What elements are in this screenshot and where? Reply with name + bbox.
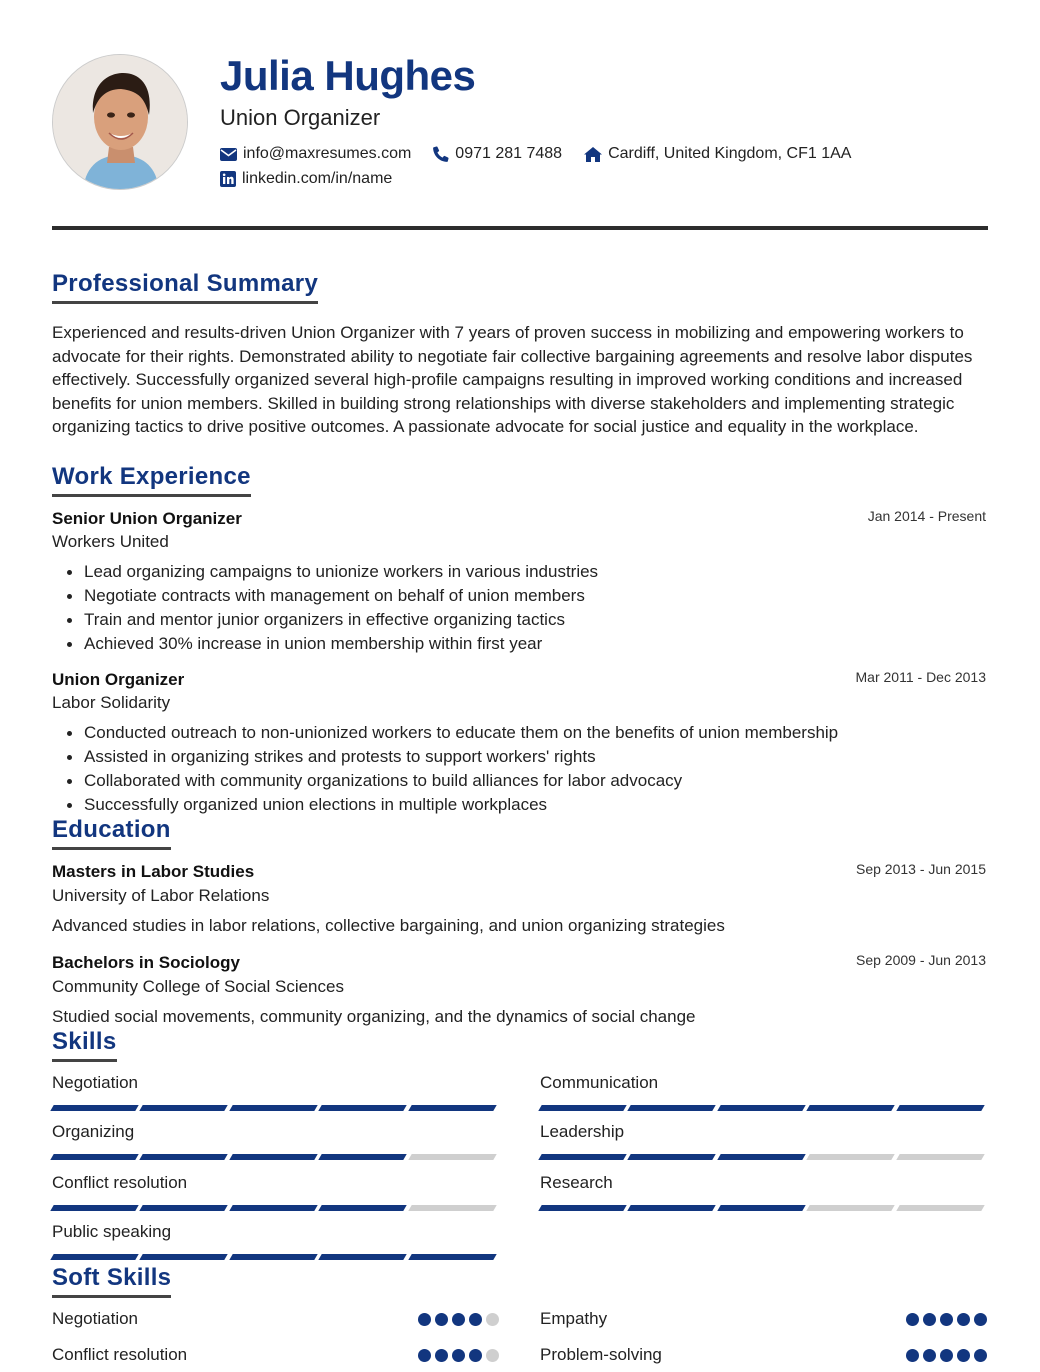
- rating-dot-filled: [906, 1349, 919, 1362]
- soft-skill-rating: [414, 1313, 499, 1326]
- skill-segment-empty: [806, 1154, 895, 1160]
- skill-segment-filled: [50, 1205, 139, 1211]
- contact-linkedin[interactable]: [220, 170, 392, 188]
- job-bullet: Collaborated with community organizations to build alliances for labor advocacy: [64, 769, 838, 793]
- skill-item: [540, 1173, 987, 1211]
- job-company: Workers United: [52, 532, 169, 551]
- job-bullets: [64, 560, 598, 656]
- rating-dot-empty: [486, 1313, 499, 1326]
- skill-segment-filled: [538, 1105, 627, 1111]
- skill-item: [52, 1173, 499, 1211]
- skill-segment-filled: [806, 1105, 895, 1111]
- soft-skill-name: Negotiation: [52, 1309, 139, 1328]
- rating-dot-filled: [469, 1313, 482, 1326]
- candidate-role: Union Organizer: [220, 105, 381, 130]
- school-name: Community College of Social Sciences: [52, 977, 344, 996]
- envelope-icon: [220, 148, 237, 161]
- skill-segment-filled: [717, 1105, 806, 1111]
- rating-dot-filled: [452, 1349, 465, 1362]
- skill-bar: [540, 1105, 987, 1111]
- rating-dot-filled: [923, 1349, 936, 1362]
- skill-bar: [52, 1205, 499, 1211]
- linkedin-text: linkedin.com/in/name: [242, 170, 393, 187]
- skill-item: [52, 1222, 499, 1260]
- profile-photo: [52, 54, 188, 190]
- contact-phone[interactable]: [433, 145, 562, 163]
- job-title: Senior Union Organizer: [52, 509, 242, 528]
- linkedin-icon: [220, 171, 236, 187]
- job-bullet: Train and mentor junior organizers in effective organizing tactics: [64, 608, 598, 632]
- skill-segment-empty: [896, 1205, 985, 1211]
- skill-segment-filled: [318, 1105, 407, 1111]
- skill-segment-filled: [538, 1205, 627, 1211]
- job-bullet: Achieved 30% increase in union membership within first year: [64, 632, 598, 656]
- skill-segment-empty: [408, 1154, 497, 1160]
- section-title-soft-skills: Soft Skills: [52, 1264, 171, 1298]
- skill-bar: [540, 1205, 987, 1211]
- location-text: Cardiff, United Kingdom, CF1 1AA: [608, 145, 852, 162]
- rating-dot-filled: [469, 1349, 482, 1362]
- home-icon: [584, 147, 602, 162]
- skill-item: [52, 1122, 499, 1160]
- job-bullet: Assisted in organizing strikes and protests to support workers' rights: [64, 745, 838, 769]
- rating-dot-filled: [906, 1313, 919, 1326]
- skill-segment-filled: [318, 1254, 407, 1260]
- soft-skill-item: [540, 1345, 987, 1365]
- skill-name: Public speaking: [52, 1222, 172, 1241]
- contact-location: [584, 145, 851, 163]
- rating-dot-filled: [435, 1313, 448, 1326]
- skill-segment-filled: [229, 1205, 318, 1211]
- degree-title: Masters in Labor Studies: [52, 862, 255, 881]
- job-bullet: Successfully organized union elections in multiple workplaces: [64, 793, 838, 817]
- skill-segment-filled: [50, 1254, 139, 1260]
- skill-name: Communication: [540, 1073, 659, 1092]
- rating-dot-filled: [974, 1349, 987, 1362]
- skill-name: Research: [540, 1173, 613, 1192]
- skill-segment-filled: [318, 1205, 407, 1211]
- skill-segment-empty: [896, 1154, 985, 1160]
- skill-segment-filled: [229, 1254, 318, 1260]
- rating-dot-filled: [418, 1349, 431, 1362]
- soft-skill-item: [540, 1309, 987, 1329]
- skill-bar: [52, 1105, 499, 1111]
- contact-email[interactable]: [220, 145, 411, 163]
- skill-segment-empty: [806, 1205, 895, 1211]
- rating-dot-filled: [940, 1313, 953, 1326]
- skill-bar: [52, 1254, 499, 1260]
- skill-segment-empty: [408, 1205, 497, 1211]
- skill-segment-filled: [628, 1205, 717, 1211]
- rating-dot-filled: [452, 1313, 465, 1326]
- skill-name: Leadership: [540, 1122, 625, 1141]
- contact-row-secondary: [220, 170, 414, 188]
- rating-dot-filled: [974, 1313, 987, 1326]
- summary-text: Experienced and results-driven Union Organizer with 7 years of proven success in mobilizing and empowering workers to advocate for their rights. Demonstrated ability to negotiate fair collective bargaining agreements and resolve labor disputes effectively. Successfully organized several high-profile campaigns resulting in improved working conditions and increased benefits for union members. Skilled in building strong relationships with diverse stakeholders and implementing strategic organizing tactics to drive positive outcomes. A passionate advocate for social justice and equality in the workplace.: [52, 323, 973, 437]
- skill-bar: [52, 1154, 499, 1160]
- candidate-name: Julia Hughes: [220, 52, 476, 99]
- section-title-summary: Professional Summary: [52, 270, 318, 304]
- soft-skill-item: [52, 1309, 499, 1329]
- section-title-skills: Skills: [52, 1028, 117, 1062]
- email-text: info@maxresumes.com: [243, 145, 412, 162]
- soft-skill-name: Empathy: [540, 1309, 608, 1328]
- header-divider: [52, 226, 988, 230]
- skill-segment-filled: [229, 1105, 318, 1111]
- skill-segment-filled: [717, 1154, 806, 1160]
- job-bullet: Negotiate contracts with management on behalf of union members: [64, 584, 598, 608]
- job-bullet: Lead organizing campaigns to unionize workers in various industries: [64, 560, 598, 584]
- soft-skill-name: Conflict resolution: [52, 1345, 188, 1364]
- soft-skill-rating: [902, 1313, 987, 1326]
- degree-description: Advanced studies in labor relations, collective bargaining, and union organizing strategies: [52, 916, 725, 935]
- rating-dot-filled: [418, 1313, 431, 1326]
- contact-row-primary: [220, 145, 873, 163]
- job-bullets: [64, 721, 838, 817]
- degree-dates: Sep 2013 - Jun 2015: [856, 861, 986, 877]
- skill-segment-filled: [50, 1154, 139, 1160]
- skill-segment-filled: [50, 1105, 139, 1111]
- resume-page: [52, 0, 988, 1372]
- rating-dot-filled: [957, 1349, 970, 1362]
- degree-dates: Sep 2009 - Jun 2013: [856, 952, 986, 968]
- skill-segment-filled: [628, 1105, 717, 1111]
- soft-skill-rating: [414, 1349, 499, 1362]
- skill-segment-filled: [538, 1154, 627, 1160]
- degree-description: Studied social movements, community organizing, and the dynamics of social change: [52, 1007, 696, 1026]
- skill-segment-filled: [229, 1154, 318, 1160]
- skill-segment-filled: [140, 1154, 229, 1160]
- job-bullet: Conducted outreach to non-unionized workers to educate them on the benefits of union membership: [64, 721, 838, 745]
- skill-segment-filled: [140, 1105, 229, 1111]
- skill-item: [540, 1073, 987, 1111]
- skill-item: [540, 1122, 987, 1160]
- soft-skill-item: [52, 1345, 499, 1365]
- skill-segment-filled: [408, 1105, 497, 1111]
- skill-name: Negotiation: [52, 1073, 139, 1092]
- skill-segment-filled: [318, 1154, 407, 1160]
- skill-segment-filled: [628, 1154, 717, 1160]
- skill-bar: [540, 1154, 987, 1160]
- rating-dot-filled: [957, 1313, 970, 1326]
- degree-title: Bachelors in Sociology: [52, 953, 240, 972]
- skill-name: Organizing: [52, 1122, 135, 1141]
- skill-item: [52, 1073, 499, 1111]
- skill-segment-filled: [717, 1205, 806, 1211]
- skill-segment-filled: [140, 1254, 229, 1260]
- school-name: University of Labor Relations: [52, 886, 270, 905]
- skill-name: Conflict resolution: [52, 1173, 188, 1192]
- soft-skill-rating: [902, 1349, 987, 1362]
- job-dates: Mar 2011 - Dec 2013: [855, 669, 986, 685]
- job-company: Labor Solidarity: [52, 693, 171, 712]
- job-dates: Jan 2014 - Present: [867, 508, 986, 524]
- skill-segment-filled: [140, 1205, 229, 1211]
- job-title: Union Organizer: [52, 670, 185, 689]
- phone-icon: [433, 146, 449, 162]
- rating-dot-filled: [435, 1349, 448, 1362]
- section-title-experience: Work Experience: [52, 463, 251, 497]
- skill-segment-filled: [896, 1105, 985, 1111]
- rating-dot-filled: [923, 1313, 936, 1326]
- soft-skill-name: Problem-solving: [540, 1345, 662, 1364]
- rating-dot-empty: [486, 1349, 499, 1362]
- skill-segment-filled: [408, 1254, 497, 1260]
- rating-dot-filled: [940, 1349, 953, 1362]
- section-title-education: Education: [52, 816, 171, 850]
- phone-text: 0971 281 7488: [455, 145, 563, 162]
